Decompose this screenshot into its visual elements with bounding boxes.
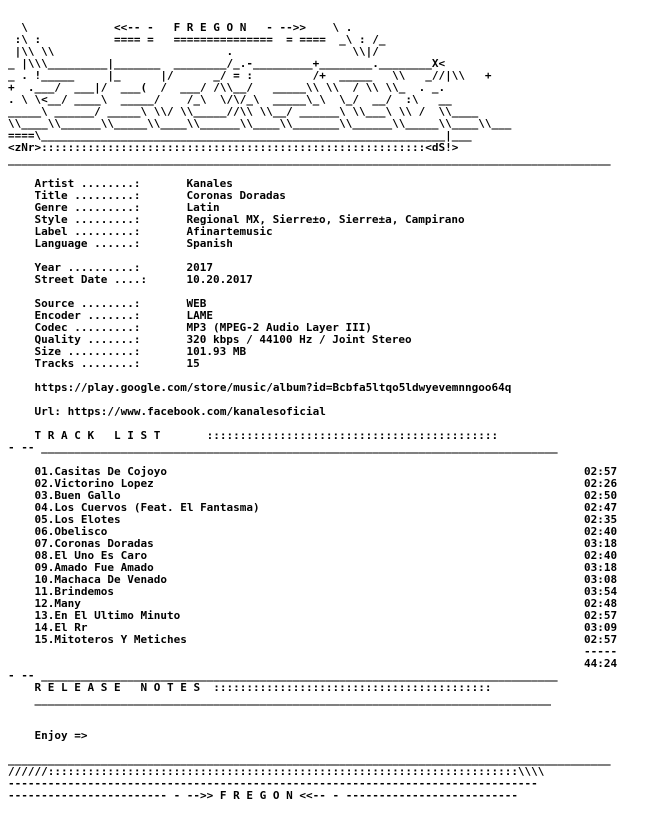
info-key: Title .........: [34,189,141,202]
total-rule-text: ----- [584,645,618,658]
tracklist-heading-text: T R A C K L I S T :::::::::::::::::::::::::::::::::::::::::::: [34,429,499,442]
track-title: 03.Buen Gallo [34,489,121,502]
track-duration: 02:40 [584,525,618,538]
track-row [8,634,624,646]
track-duration: 02:57 [584,633,618,646]
track-title: 12.Many [34,597,81,610]
track-title: 04.Los Cuervos (Feat. El Fantasma) [34,501,260,514]
info-key: Encoder .......: [34,309,141,322]
bottom-rule-1: ___________________________________________________________________________________________ [8,753,611,766]
release-notes-rule: ______________________________________________________________________________ [34,693,552,706]
info-key: Year ..........: [34,261,141,274]
ascii-logo-line-4: _ |\\\_________|_______ ________/_.-_________+________.________X< [8,57,446,70]
info-value: 10.20.2017 [186,273,253,286]
info-key: Language ......: [34,237,141,250]
track-title: 08.El Uno Es Caro [34,549,148,562]
info-value: 101.93 MB [186,345,247,358]
info-value: Spanish [186,237,233,250]
track-duration: 02:50 [584,489,618,502]
track-title: 05.Los Elotes [34,513,121,526]
track-title: 02.Victorino Lopez [34,477,154,490]
track-title: 11.Brindemos [34,585,114,598]
track-title: 10.Machaca De Venado [34,573,167,586]
info-value: Regional MX, Sierre±o, Sierre±a, Campirano [186,213,465,226]
release-notes-heading-text: R E L E A S E N O T E S :::::::::::::::::::::::::::::::::::::::::: [34,681,492,694]
ascii-logo-line-7: . \ \<__/ ____\ _____/ /_\ \/\/_\ _____\_\ \_/ __/ :\ __ [8,93,452,106]
release-notes-body [8,730,624,742]
info-value: LAME [186,309,213,322]
info-key: Quality .......: [34,333,141,346]
info-key: Style .........: [34,213,141,226]
bottom-rule-2: //////:::::::::::::::::::::::::::::::::::::::::::::::::::::::::::::::::::::::\\\\ [8,765,545,778]
info-street-date [8,274,624,286]
store-link [8,382,624,394]
spacer [8,706,624,718]
info-tracks [8,358,624,370]
ascii-logo-line-8: _____\ ______/ _____\ \\/ \\_____//\\ \\__/ ______\ \\___\ \\ / \\____ [8,105,479,118]
info-key: Genre .........: [34,201,141,214]
top-rule: ___________________________________________________________________________________________ [8,153,611,166]
info-key: Source ........: [34,297,141,310]
track-duration: 03:18 [584,561,618,574]
bottom-rule-3: -------------------------------------------------------------------------------- [8,777,538,790]
total-duration-text: 44:24 [584,657,618,670]
ascii-logo-line-1: \ <<-- - F R E G O N - -->> \ . [8,21,353,34]
track-duration: 03:54 [584,585,618,598]
track-duration: 02:57 [584,609,618,622]
track-row [8,610,624,622]
info-value: 15 [186,357,200,370]
facebook-url: Url: https://www.facebook.com/kanalesoficial [34,405,326,418]
track-duration: 02:48 [584,597,618,610]
facebook-link [8,406,624,418]
info-value: 2017 [186,261,213,274]
track-duration: 02:40 [584,549,618,562]
track-duration: 03:08 [584,573,618,586]
info-key: Artist ........: [34,177,141,190]
ascii-logo-line-10: ====\_____________________________________________________________|___ [8,129,472,142]
track-duration: 03:18 [584,537,618,550]
track-title: 15.Mitoteros Y Metiches [34,633,187,646]
track-title: 14.El Rr [34,621,88,634]
track-row [8,586,624,598]
info-language [8,238,624,250]
track-title: 01.Casitas De Cojoyo [34,465,167,478]
info-value: Latin [186,201,220,214]
info-key: Label .........: [34,225,141,238]
track-list [8,466,624,646]
info-key: Size ..........: [34,345,141,358]
info-value: Coronas Doradas [186,189,286,202]
info-key: Street Date ....: [34,273,148,286]
info-value: Afinartemusic [186,225,273,238]
info-key: Tracks ........: [34,357,141,370]
ascii-logo-line-5: _ . !_____ |_ |/ _/ = : /+ _____ \\ _//|\\ + [8,69,492,82]
total-duration [8,658,624,670]
store-url: https://play.google.com/store/music/album?id=Bcbfa5ltqo5ldwyevemnngoo64q [34,381,512,394]
ascii-logo-line-2: :\ : ==== = =============== = ==== _\ : /_ [8,33,386,46]
ascii-logo-line-9: \\____\\______\\_____\\____\\______\\____\\_______\\______\\_____\\____\\___ [8,117,512,130]
track-duration: 02:35 [584,513,618,526]
info-key: Codec .........: [34,321,141,334]
track-duration: 02:47 [584,501,618,514]
tracklist-end-rule: - -- ______________________________________________________________________________ [8,669,558,682]
track-duration: 02:57 [584,465,618,478]
info-value: Kanales [186,177,233,190]
total-rule [8,646,624,658]
ascii-logo-line-3: |\\ \\ . \\|/ [8,45,379,58]
track-title: 07.Coronas Doradas [34,537,154,550]
info-value: WEB [186,297,207,310]
track-title: 09.Amado Fue Amado [34,561,154,574]
track-duration: 02:26 [584,477,618,490]
info-value: 320 kbps / 44100 Hz / Joint Stereo [186,333,412,346]
nfo-document [8,22,624,802]
info-value: MP3 (MPEG-2 Audio Layer III) [186,321,372,334]
track-title: 06.Obelisco [34,525,108,538]
track-title: 13.En El Ultimo Minuto [34,609,181,622]
ascii-logo-line-6: + .___/ ___|/ ___( / ___/ /\\__/ _____\\ \\ / \\ \\_ . _. [8,81,446,94]
ascii-logo-line-11: <zNr>::::::::::::::::::::::::::::::::::::::::::::::::::::::::::<dS!> [8,141,459,154]
track-duration: 03:09 [584,621,618,634]
footer-signature: ------------------------ - -->> F R E G O N <<-- - -------------------------- [8,789,518,802]
tracklist-rule: - -- ______________________________________________________________________________ [8,441,558,454]
spacer [8,718,624,730]
release-notes-text: Enjoy => [34,729,88,742]
